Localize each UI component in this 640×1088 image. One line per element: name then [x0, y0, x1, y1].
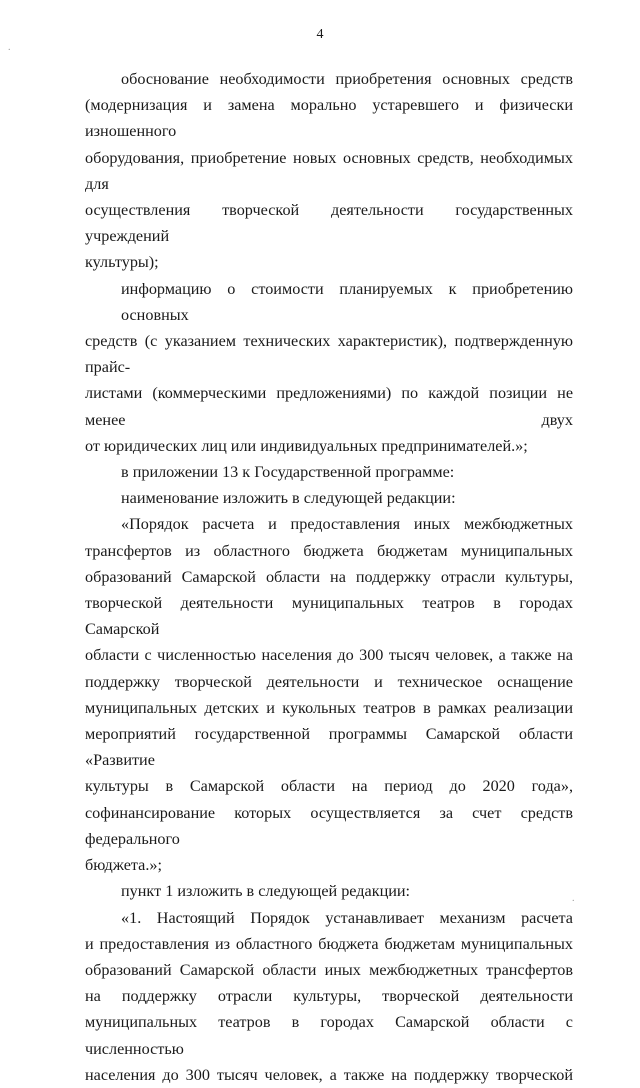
text-line: мероприятий государственной программы Самарской области «Развитие	[85, 725, 573, 770]
text-line: творческой деятельности муниципальных театров в городах Самарской	[85, 594, 573, 639]
document-body	[85, 66, 573, 1088]
scan-speck: .	[572, 893, 575, 904]
text-line: трансфертов из областного бюджета бюджетам муниципальных	[85, 541, 573, 560]
text-line: листами (коммерческими предложениями) по каждой позиции не менее двух	[85, 384, 573, 429]
text-line: на поддержку отрасли культуры, творческой деятельности	[85, 987, 573, 1006]
text-line: информацию о стоимости планируемых к приобретению основных	[121, 279, 573, 324]
text-line: осуществления творческой деятельности государственных учреждений	[85, 201, 573, 246]
text-line: муниципальных детских и кукольных театров в рамках реализации	[85, 698, 573, 717]
text-line: образований Самарской области на поддержку отрасли культуры,	[85, 567, 573, 586]
text-line: «1. Настоящий Порядок устанавливает механизм расчета	[121, 908, 573, 927]
text-line: пункт 1 изложить в следующей редакции:	[121, 882, 411, 901]
text-line: населения до 300 тысяч человек, а также на поддержку творческой	[85, 1065, 573, 1084]
text-line: от юридических лиц или индивидуальных предпринимателей.»;	[85, 436, 528, 455]
page-number: 4	[316, 27, 324, 42]
text-line: и предоставления из областного бюджета бюджетам муниципальных	[85, 934, 573, 953]
scan-speck: .	[8, 42, 11, 53]
text-line: софинансирование которых осуществляется за счет средств федерального	[85, 803, 573, 848]
text-line: муниципальных театров в городах Самарской области с численностью	[85, 1013, 573, 1058]
text-line: бюджета.»;	[85, 856, 162, 875]
text-line: (модернизация и замена морально устаревшего и физически изношенного	[85, 96, 573, 141]
text-line: наименование изложить в следующей редакции:	[121, 489, 456, 508]
text-line: поддержку творческой деятельности и техническое оснащение	[85, 672, 573, 691]
text-line: обоснование необходимости приобретения основных средств	[121, 70, 573, 88]
text-line: области с численностью населения до 300 тысяч человек, а также на	[85, 646, 573, 665]
text-line: «Порядок расчета и предоставления иных межбюджетных	[121, 515, 573, 534]
text-line: средств (с указанием технических характеристик), подтвержденную прайс-	[85, 332, 573, 377]
text-line: культуры);	[85, 253, 159, 272]
text-line: образований Самарской области иных межбюджетных трансфертов	[85, 960, 573, 979]
text-line: культуры в Самарской области на период до 2020 года»,	[85, 777, 573, 796]
text-line: оборудования, приобретение новых основных средств, необходимых для	[85, 148, 573, 193]
text-line: в приложении 13 к Государственной программе:	[121, 463, 455, 482]
